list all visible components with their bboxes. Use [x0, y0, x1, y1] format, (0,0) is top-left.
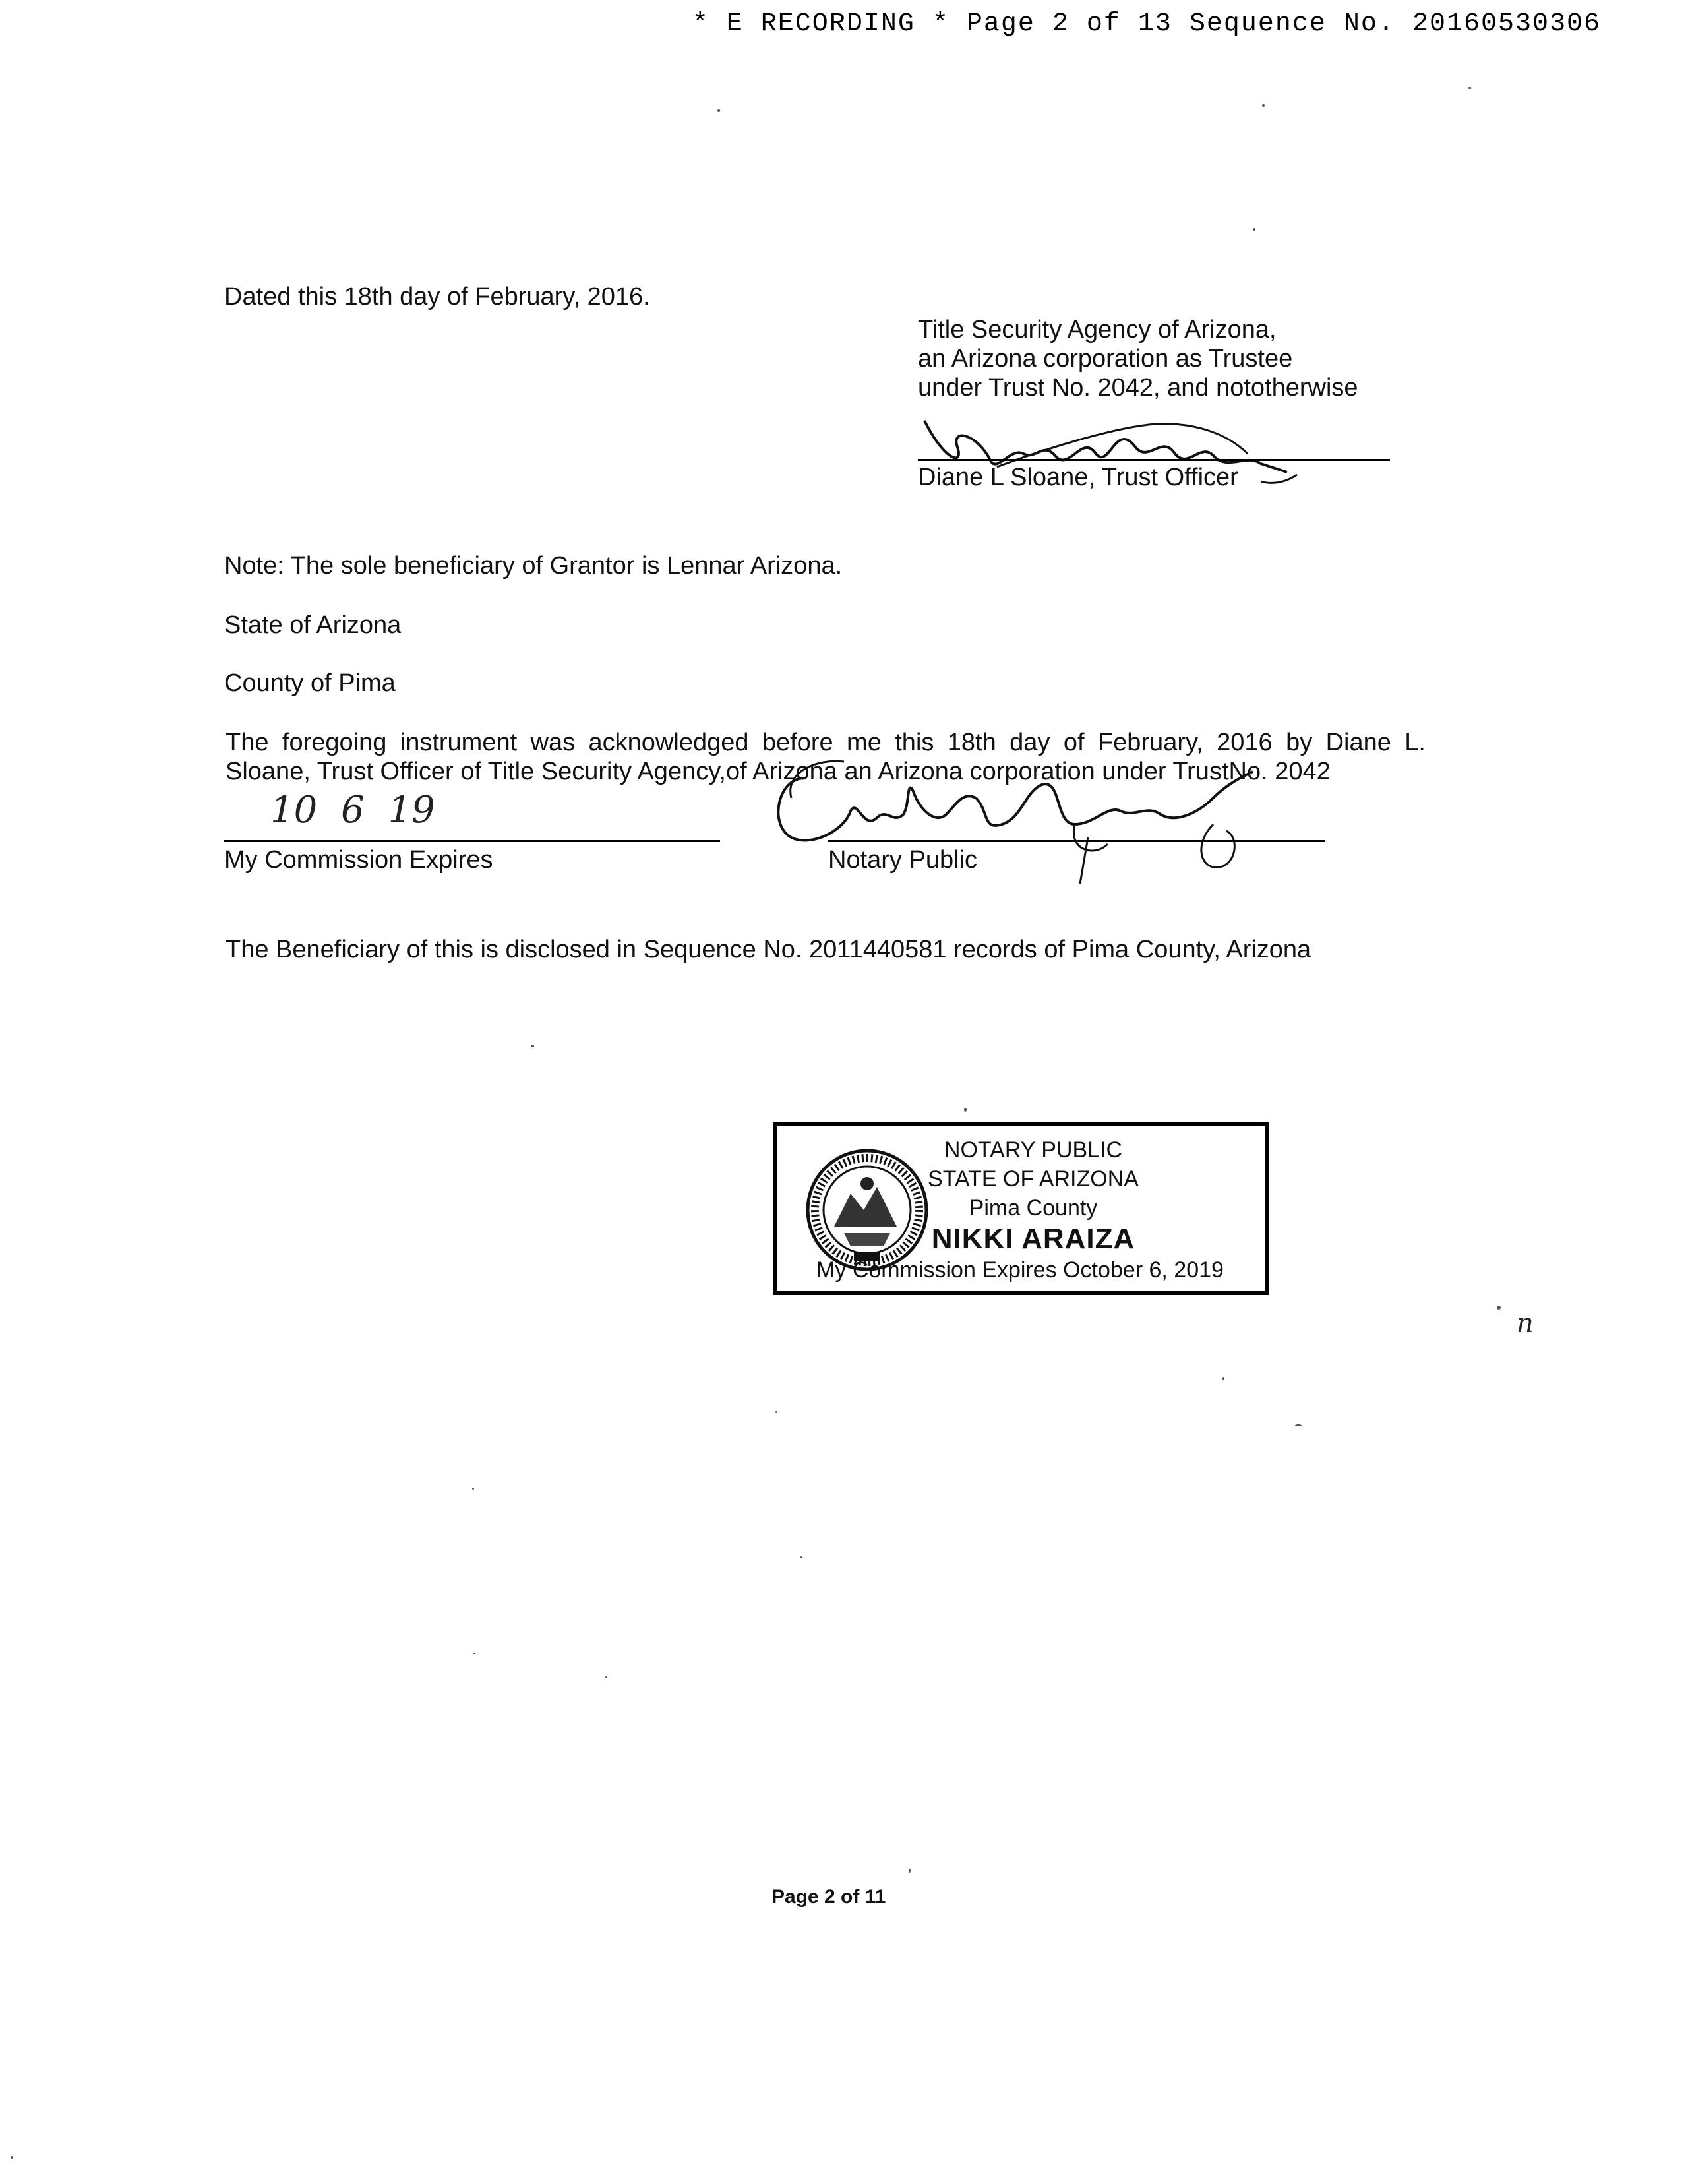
stamp-expires: My Commission Expires October 6, 2019 — [816, 1258, 1224, 1283]
scan-speck — [605, 1676, 607, 1678]
scan-speck — [717, 109, 720, 112]
commission-label: My Commission Expires — [224, 846, 493, 874]
notary-public-label: Notary Public — [828, 846, 977, 874]
acknowledgment-line-1: The foregoing instrument was acknowledged before me this 18th day of February, 2016 by Diane L. — [226, 729, 1426, 756]
trustee-line-1: Title Security Agency of Arizona, — [918, 316, 1277, 344]
trustee-line-3: under Trust No. 2042, and nototherwise — [918, 374, 1358, 402]
scan-speck — [473, 1653, 475, 1654]
recording-header: * E RECORDING * Page 2 of 13 Sequence No. 20160530306 — [692, 9, 1601, 39]
scan-speck — [531, 1045, 534, 1047]
notary-stamp — [773, 1122, 1269, 1295]
stamp-notary-name: NIKKI ARAIZA — [931, 1223, 1135, 1255]
scan-speck — [1497, 1306, 1501, 1310]
scan-speck — [1253, 228, 1255, 231]
page-footer: Page 2 of 11 — [771, 1886, 886, 1908]
scan-speck — [1295, 1424, 1302, 1426]
trustee-line-2: an Arizona corporation as Trustee — [918, 345, 1293, 373]
trustee-signature-line — [918, 459, 1390, 461]
stamp-line-2: STATE OF ARIZONA — [928, 1167, 1139, 1192]
commission-handwritten-date: 10 6 19 — [270, 789, 435, 832]
margin-mark: n — [1517, 1308, 1534, 1339]
commission-line — [224, 840, 720, 842]
state-line: State of Arizona — [224, 611, 402, 639]
scan-speck — [909, 1869, 911, 1873]
dated-line: Dated this 18th day of February, 2016. — [224, 283, 650, 311]
beneficiary-disclosure: The Beneficiary of this is disclosed in Sequence No. 2011440581 records of Pima County, Arizona — [226, 936, 1311, 963]
scan-speck — [775, 1411, 777, 1413]
stamp-text — [810, 1136, 1257, 1285]
notary-signature-line — [828, 840, 1325, 842]
scan-speck — [1468, 87, 1472, 89]
trustee-signer: Diane L Sloane, Trust Officer — [918, 464, 1238, 491]
acknowledgment-line-2: Sloane, Trust Officer of Title Security Agency,of Arizona an Arizona corporation under TrustNo. 2042 — [226, 758, 1331, 785]
scan-speck — [1222, 1377, 1224, 1380]
scan-speck — [472, 1488, 474, 1490]
scan-speck — [800, 1556, 802, 1558]
scan-speck — [1262, 104, 1265, 107]
stamp-line-1: NOTARY PUBLIC — [944, 1138, 1123, 1163]
scan-speck — [11, 2156, 13, 2159]
stamp-line-3: Pima County — [969, 1196, 1098, 1221]
beneficiary-note: Note: The sole beneficiary of Grantor is Lennar Arizona. — [224, 552, 843, 580]
scan-speck — [964, 1108, 967, 1112]
county-line: County of Pima — [224, 669, 396, 697]
